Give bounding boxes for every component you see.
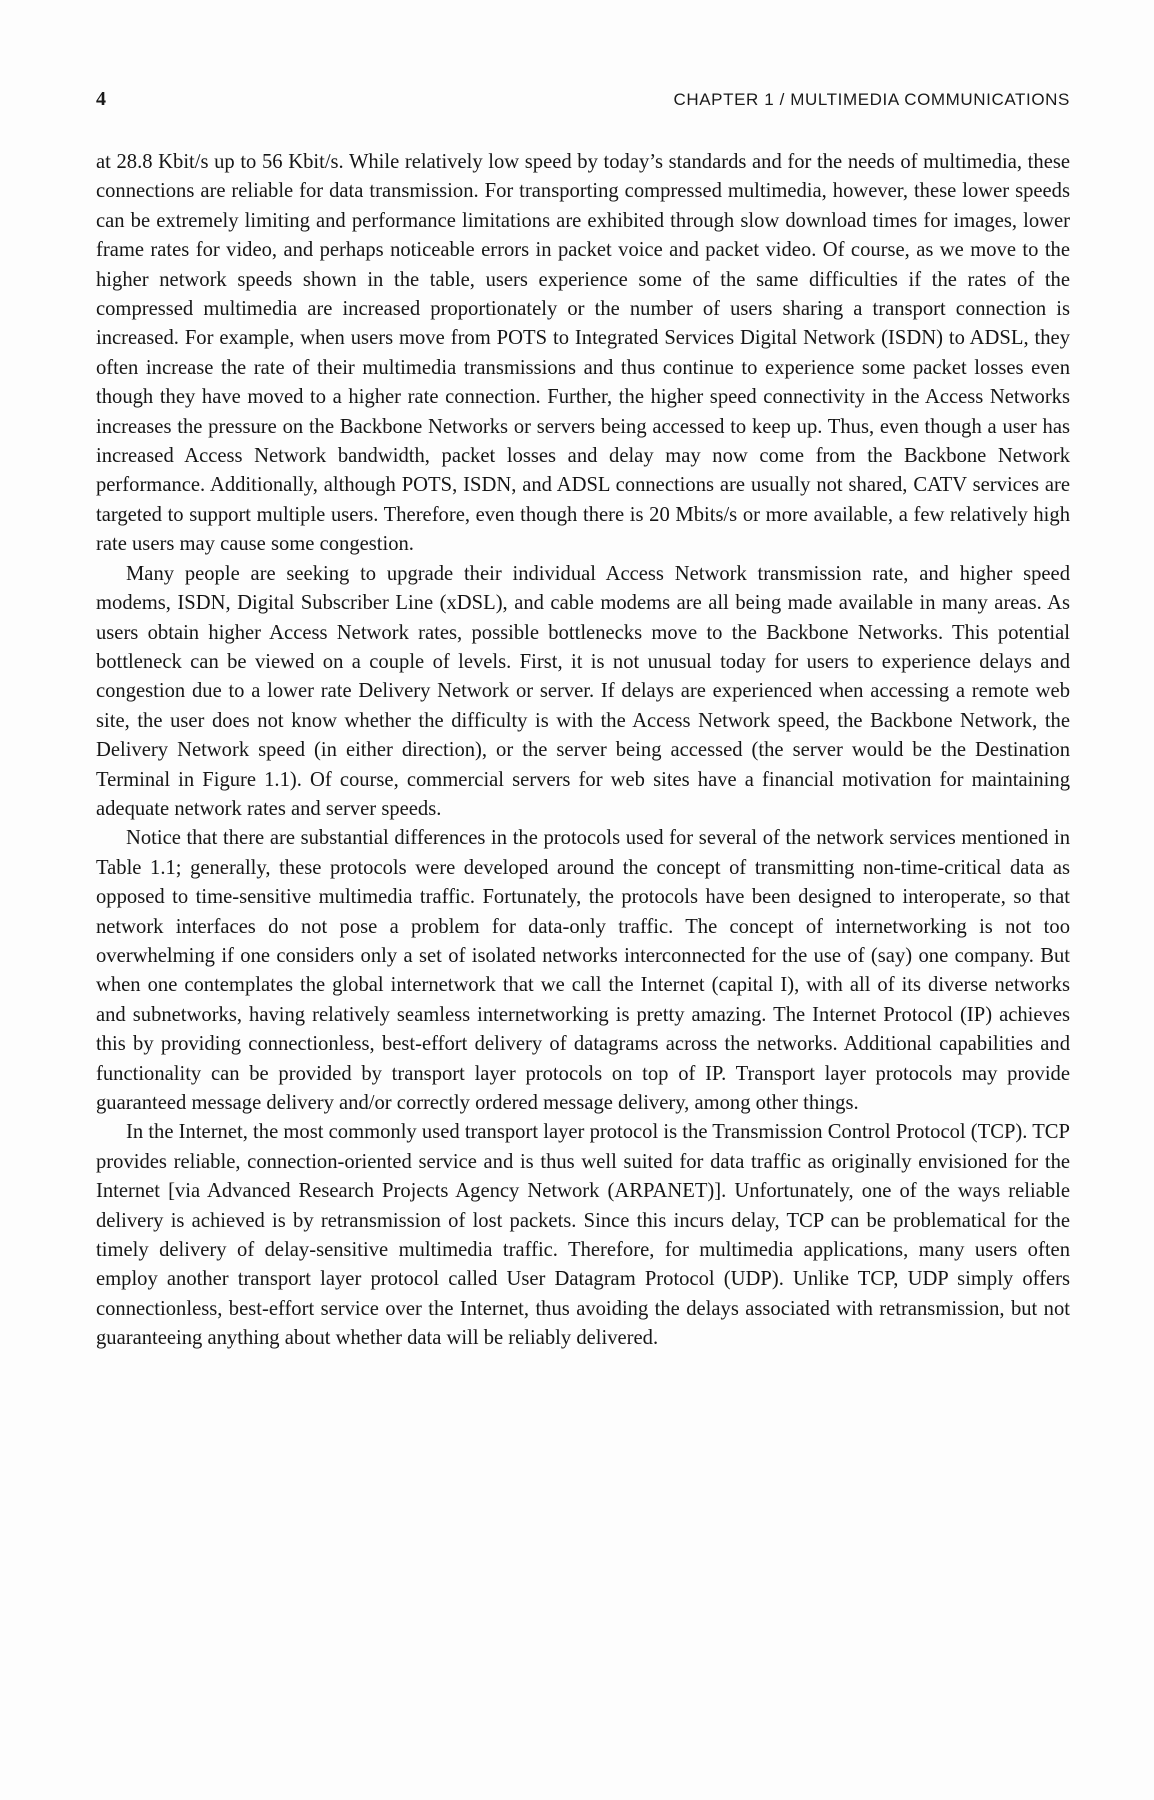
running-head [96,88,1070,118]
paragraph-continued: at 28.8 Kbit/s up to 56 Kbit/s. While relatively low speed by today’s standards and for the needs of multimedia, these connections are reliable for data transmission. For transporting compressed multimedia, however, these lower speeds can be extremely limiting and performance limitations are exhibited through slow download times for images, lower frame rates for video, and perhaps noticeable errors in packet voice and packet video. Of course, as we move to the higher network speeds shown in the table, users experience some of the same difficulties if the rates of the compressed multimedia are increased proportionately or the number of users sharing a transport connection is increased. For example, when users move from POTS to Integrated Services Digital Network (ISDN) to ADSL, they often increase the rate of their multimedia transmissions and thus continue to experience some packet losses even though they have moved to a higher rate connection. Further, the higher speed connectivity in the Access Networks increases the pressure on the Backbone Networks or servers being accessed to keep up. Thus, even though a user has increased Access Network bandwidth, packet losses and delay may now come from the Backbone Network performance. Additionally, although POTS, ISDN, and ADSL connections are usually not shared, CATV services are targeted to support multiple users. Therefore, even though there is 20 Mbits/s or more available, a few relatively high rate users may cause some congestion. [96,151,1070,556]
page-number: 4 [96,88,107,110]
body-text [96,148,1070,1354]
paragraph-protocols: Notice that there are substantial differences in the protocols used for several of the network services mentioned in Table 1.1; generally, these protocols were developed around the concept of transmitting non-time-critical data as opposed to time-sensitive multimedia traffic. Fortunately, the protocols have been designed to interoperate, so that network interfaces do not pose a problem for data-only traffic. The concept of internetworking is not too overwhelming if one considers only a set of isolated networks interconnected for the use of (say) one company. But when one contemplates the global internetwork that we call the Internet (capital I), with all of its diverse networks and subnetworks, having relatively seamless internetworking is pretty amazing. The Internet Protocol (IP) achieves this by providing connectionless, best-effort delivery of datagrams across the networks. Additional capabilities and functionality can be provided by transport layer protocols on top of IP. Transport layer protocols may provide guaranteed message delivery and/or correctly ordered message delivery, among other things. [96,827,1070,1114]
chapter-title: CHAPTER 1 / MULTIMEDIA COMMUNICATIONS [673,90,1070,109]
paragraph-access-network-upgrades: Many people are seeking to upgrade their individual Access Network transmission rate, and higher speed modems, ISDN, Digital Subscriber Line (xDSL), and cable modems are all being made available in many areas. As users obtain higher Access Network rates, possible bottlenecks move to the Backbone Networks. This potential bottleneck can be viewed on a couple of levels. First, it is not unusual today for users to experience delays and congestion due to a lower rate Delivery Network or server. If delays are experienced when accessing a remote web site, the user does not know whether the difficulty is with the Access Network speed, the Backbone Network, the Delivery Network speed (in either direction), or the server being accessed (the server would be the Destination Terminal in Figure 1.1). Of course, commercial servers for web sites have a financial motivation for maintaining adequate network rates and server speeds. [96,562,1070,820]
paragraph-tcp-udp: In the Internet, the most commonly used transport layer protocol is the Transmission Control Protocol (TCP). TCP provides reliable, connection-oriented service and is thus well suited for data traffic as originally envisioned for the Internet [via Advanced Research Projects Agency Network (ARPANET)]. Unfortunately, one of the ways reliable delivery is achieved is by retransmission of lost packets. Since this incurs delay, TCP can be problematical for the timely delivery of delay-sensitive multimedia traffic. Therefore, for multimedia applications, many users often employ another transport layer protocol called User Datagram Protocol (UDP). Unlike TCP, UDP simply offers connectionless, best-effort service over the Internet, thus avoiding the delays associated with retransmission, but not guaranteeing anything about whether data will be reliably delivered. [96,1121,1070,1350]
